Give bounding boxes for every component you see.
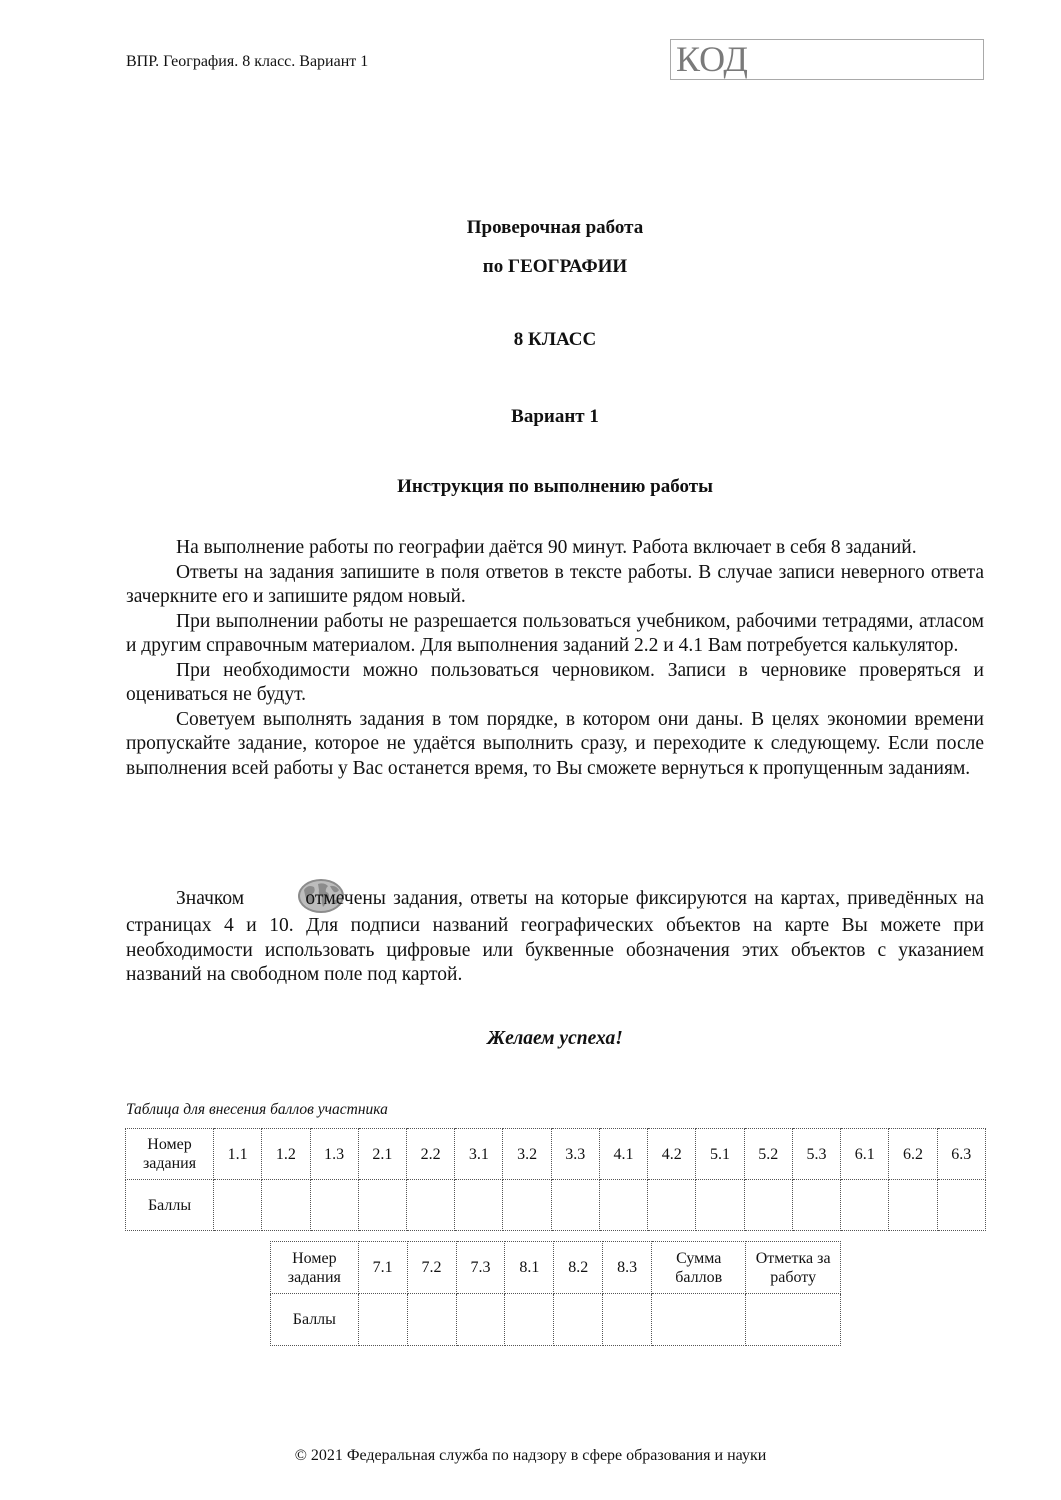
doc-title-line2: по ГЕОГРАФИИ — [482, 256, 628, 277]
points-cell[interactable] — [406, 1180, 454, 1231]
grade-cell[interactable] — [746, 1294, 841, 1346]
task-number-cell: 5.3 — [792, 1129, 840, 1180]
globe-note-paragraph — [126, 878, 984, 988]
task-number-cell: 1.1 — [214, 1129, 262, 1180]
grade-heading: 8 КЛАСС — [513, 329, 597, 350]
points-cell[interactable] — [696, 1180, 744, 1231]
task-number-cell: 8.3 — [603, 1242, 652, 1294]
running-title: ВПР. География. 8 класс. Вариант 1 — [126, 53, 369, 70]
variant-heading: Вариант 1 — [511, 406, 599, 427]
instruction-paragraph: Ответы на задания запишите в поля ответов в тексте работы. В случае записи неверного ответа зачеркните его и запишите рядом новый. — [126, 561, 984, 607]
sum-cell[interactable] — [652, 1294, 746, 1346]
copyright-footer: © 2021 Федеральная служба по надзору в сфере образования и науки — [294, 1447, 767, 1464]
points-cell[interactable] — [792, 1180, 840, 1231]
task-number-cell: 2.2 — [406, 1129, 454, 1180]
task-number-cell: 7.1 — [358, 1242, 407, 1294]
task-number-cell: 5.2 — [744, 1129, 792, 1180]
instruction-paragraph: При выполнении работы не разрешается пользоваться учебником, рабочими тетрадями, атласом и другим справочным материалом. Для выполнения заданий 2.2 и 4.1 Вам потребуется калькулятор. — [126, 610, 984, 656]
globe-icon — [246, 878, 296, 914]
points-cell[interactable] — [599, 1180, 647, 1231]
task-number-cell: 6.1 — [841, 1129, 889, 1180]
task-number-cell: 8.1 — [505, 1242, 554, 1294]
points-header: Баллы — [126, 1180, 214, 1231]
points-cell[interactable] — [937, 1180, 985, 1231]
points-cell[interactable] — [551, 1180, 599, 1231]
points-cell[interactable] — [503, 1180, 551, 1231]
code-field[interactable] — [670, 39, 984, 80]
globe-note — [126, 878, 984, 988]
task-number-cell: 7.3 — [456, 1242, 505, 1294]
globe-note-before: Значком — [176, 888, 245, 909]
points-cell[interactable] — [262, 1180, 310, 1231]
task-number-cell: 1.3 — [310, 1129, 358, 1180]
instruction-paragraph: На выполнение работы по географии даётся 90 минут. Работа включает в себя 8 заданий. — [176, 537, 917, 558]
score-table-caption: Таблица для внесения баллов участника — [126, 1101, 388, 1118]
task-number-cell: 6.3 — [937, 1129, 985, 1180]
task-number-cell: 2.1 — [358, 1129, 406, 1180]
points-row — [271, 1294, 841, 1346]
task-number-cell: 5.1 — [696, 1129, 744, 1180]
task-number-row — [126, 1129, 986, 1180]
instructions-heading: Инструкция по выполнению работы — [397, 476, 713, 497]
points-cell[interactable] — [889, 1180, 937, 1231]
points-row — [126, 1180, 986, 1231]
points-cell[interactable] — [456, 1294, 505, 1346]
points-cell[interactable] — [603, 1294, 652, 1346]
points-cell[interactable] — [648, 1180, 696, 1231]
task-number-cell: 8.2 — [554, 1242, 603, 1294]
points-cell[interactable] — [358, 1180, 406, 1231]
code-label: КОД — [676, 39, 748, 79]
sum-header: Сумма баллов — [652, 1242, 746, 1294]
doc-title-line1: Проверочная работа — [466, 217, 644, 238]
points-cell[interactable] — [455, 1180, 503, 1231]
task-number-cell: 7.2 — [407, 1242, 456, 1294]
grade-header: Отметка за работу — [746, 1242, 841, 1294]
task-number-cell: 3.2 — [503, 1129, 551, 1180]
points-cell[interactable] — [407, 1294, 456, 1346]
score-table-2 — [270, 1241, 841, 1346]
task-number-cell: 1.2 — [262, 1129, 310, 1180]
instruction-paragraph: При необходимости можно пользоваться черновиком. Записи в черновике проверяться и оцениваться не будут. — [126, 659, 984, 705]
instruction-paragraph: Советуем выполнять задания в том порядке, в котором они даны. В целях экономии времени пропускайте задание, которое не удаётся выполнить сразу, и переходите к следующему. Если после выполнения всей работы у Вас останется время, то Вы сможете вернуться к пропущенным заданиям. — [126, 708, 984, 779]
points-cell[interactable] — [744, 1180, 792, 1231]
instructions-body — [126, 536, 984, 781]
task-number-row — [271, 1242, 841, 1294]
task-number-header: Номер задания — [126, 1129, 214, 1180]
task-number-cell: 4.1 — [599, 1129, 647, 1180]
points-cell[interactable] — [841, 1180, 889, 1231]
task-number-header: Номер задания — [271, 1242, 359, 1294]
points-cell[interactable] — [554, 1294, 603, 1346]
task-number-cell: 4.2 — [648, 1129, 696, 1180]
wish-text: Желаем успеха! — [487, 1028, 623, 1049]
points-cell[interactable] — [214, 1180, 262, 1231]
points-cell[interactable] — [505, 1294, 554, 1346]
task-number-cell: 3.1 — [455, 1129, 503, 1180]
globe-note-after: отмечены задания, ответы на которые фиксируются на картах, приведённых на страницах 4 и 10. Для подписи названий географических объектов на карте Вы можете при необходимости использовать цифровые или буквенные обозначения этих объектов с указанием названий на свободном поле под картой. — [126, 888, 985, 985]
points-cell[interactable] — [310, 1180, 358, 1231]
score-table-1 — [125, 1128, 986, 1231]
task-number-cell: 6.2 — [889, 1129, 937, 1180]
points-header: Баллы — [271, 1294, 359, 1346]
task-number-cell: 3.3 — [551, 1129, 599, 1180]
points-cell[interactable] — [358, 1294, 407, 1346]
